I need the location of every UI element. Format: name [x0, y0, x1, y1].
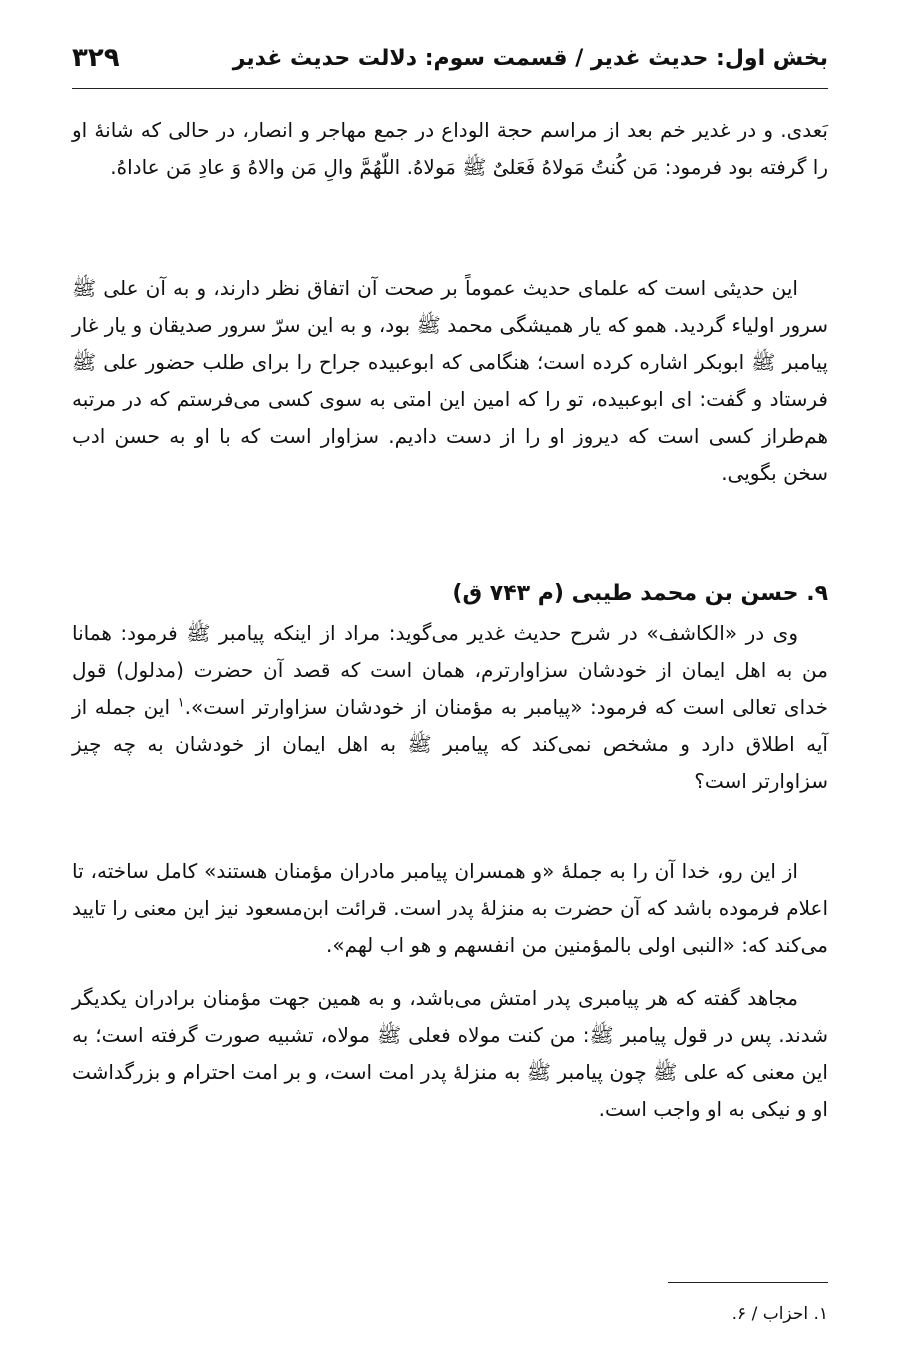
paragraph-3-part-2: این جمله از آیه اطلاق دارد و مشخص نمی‌کند که پیامبر ﷺ به اهل ایمان از خودشان به چه چیز سزاوارتر است؟ — [72, 695, 828, 793]
document-page — [72, 0, 828, 1366]
paragraph-4: از این رو، خدا آن را به جملهٔ «و همسران پیامبر مادران مؤمنان هستند» کامل ساخته، تا اعلام فرموده باشد که آن حضرت به منزلهٔ پدر است. قرائت ابن‌مسعود نیز این معنی را تایید می‌کند که: «النبی اولی بالمؤمنین من انفسهم و هو اب لهم». — [72, 859, 828, 957]
page-number: ۳۲۹ — [72, 43, 120, 73]
header-divider — [72, 88, 828, 89]
paragraph-3-part-1: وی در «الکاشف» در شرح حدیث غدیر می‌گوید: مراد از اینکه پیامبر ﷺ فرمود: همانا من به اهل ایمان از خودشان سزاوارترم، همان است که قصد آن حضرت (مدلول) قول خدای تعالی است که فرمود: «پیامبر به مؤمنان از خودشان سزاوارتر است». — [72, 621, 828, 719]
footnote-1: ۱. احزاب / ۶. — [731, 1304, 828, 1324]
running-title: بخش اول: حدیث غدیر / قسمت سوم: دلالت حدیث غدیر — [232, 45, 828, 71]
body-text — [72, 112, 828, 1128]
running-header — [72, 38, 828, 78]
section-heading: ۹. حسن بن محمد طیبی (م ۷۴۳ ق) — [452, 581, 828, 606]
paragraph-2: این حدیثی است که علمای حدیث عموماً بر صحت آن اتفاق نظر دارند، و به آن علی ﷺ سرور اولیاء گردید. همو که یار همیشگی محمد ﷺ بود، و به این سرّ سرور صدیقان و یار غار پیامبر ﷺ ابوبکر اشاره کرده است؛ هنگامی که ابوعبیده جراح را برای طلب حضور علی ﷺ فرستاد و گفت: ای ابوعبیده، تو را که امین این امتی به سوی کسی می‌فرستم که در مرتبه هم‌طراز کسی است که دیروز او را از دست دادیم. سزاوار است که با او به حسن ادب سخن بگویی. — [72, 276, 828, 485]
paragraph-1: بَعدی. و در غدیر خم بعد از مراسم حجة الوداع در جمع مهاجر و انصار، در حالی که شانهٔ او را گرفته بود فرمود: مَن کُنتُ مَولاهُ فَعَلیٌ ﷺ مَولاهُ. اللّهُمَّ والِ مَن والاهُ وَ عادِ مَن عاداهُ. — [72, 118, 828, 179]
paragraph-5: مجاهد گفته که هر پیامبری پدر امتش می‌باشد، و به همین جهت مؤمنان برادران یکدیگر شدند. پس در قول پیامبر ﷺ: من کنت مولاه فعلی ﷺ مولاه، تشبیه صورت گرفته است؛ به این معنی که علی ﷺ چون پیامبر ﷺ به منزلهٔ پدر امت است، و بر امت احترام و بزرگداشت او و نیکی به او واجب است. — [72, 986, 828, 1121]
paragraph-3 — [72, 615, 828, 837]
footnote-reference-1[interactable]: ۱ — [177, 695, 185, 711]
footnote-divider — [668, 1282, 828, 1283]
